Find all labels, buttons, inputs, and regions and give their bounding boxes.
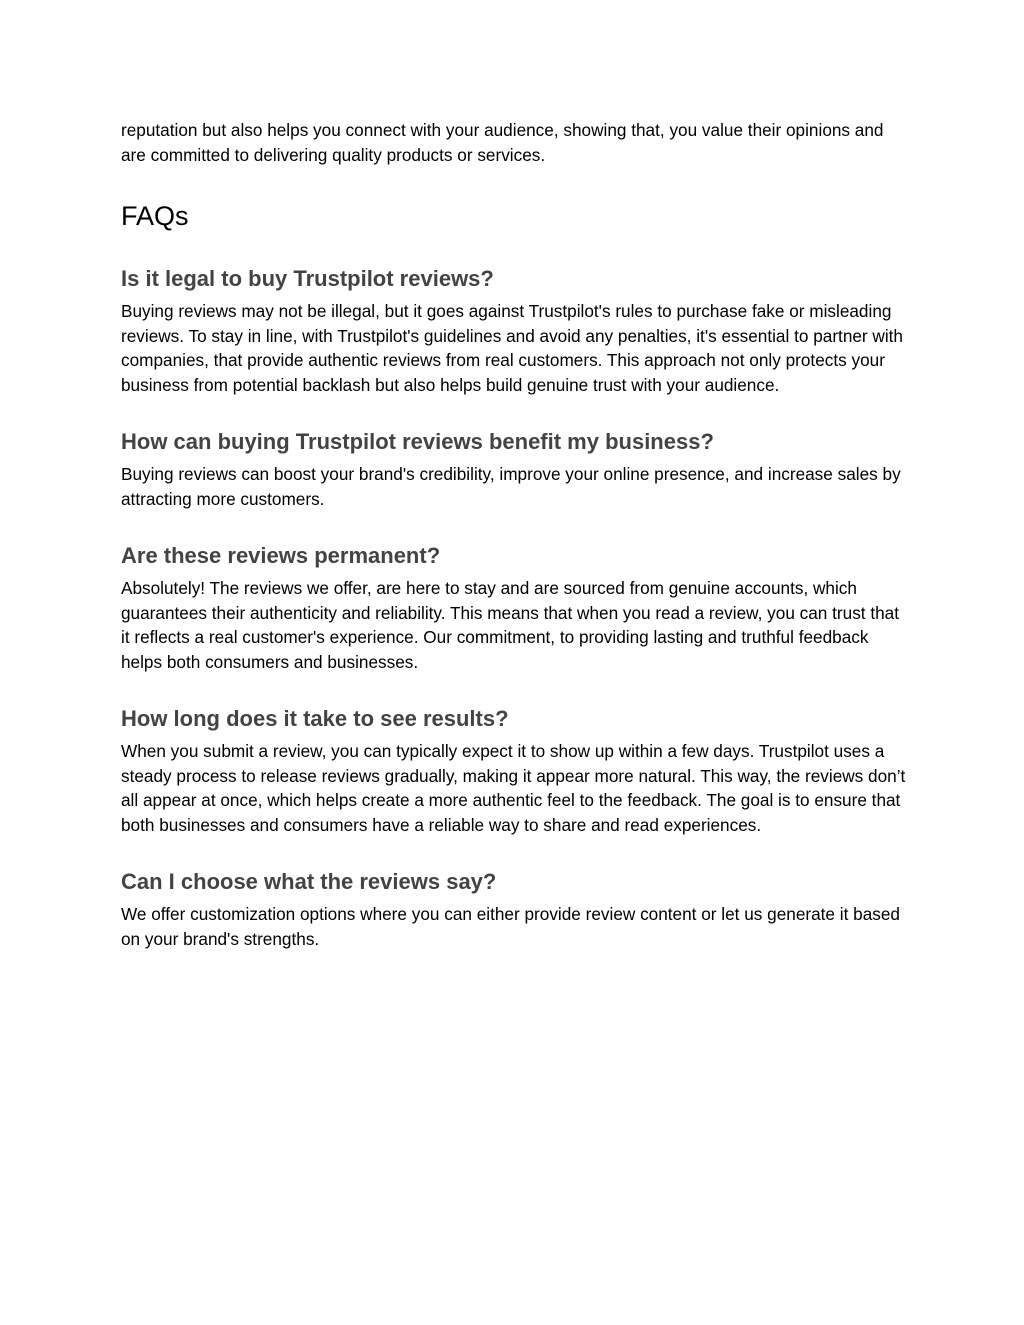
faq-item (121, 428, 911, 511)
faq-item (121, 265, 911, 397)
faq-heading: FAQs (121, 201, 189, 231)
faq-question: Are these reviews permanent? (121, 543, 441, 568)
faq-question: Is it legal to buy Trustpilot reviews? (121, 266, 494, 291)
faq-question: How can buying Trustpilot reviews benefit my business? (121, 429, 714, 454)
faq-answer: Buying reviews may not be illegal, but it goes against Trustpilot's rules to purchase fake or misleading reviews. To stay in line, with Trustpilot's guidelines and avoid any penalties, it's essential to partner with companies, that provide authentic reviews from real customers. This approach not only protects your business from potential backlash but also helps build genuine trust with your audience. (121, 301, 903, 395)
faq-item (121, 705, 911, 837)
faq-item (121, 542, 911, 674)
faq-question: How long does it take to see results? (121, 706, 509, 731)
faq-question: Can I choose what the reviews say? (121, 869, 497, 894)
faq-answer: We offer customization options where you can either provide review content or let us generate it based on your brand's strengths. (121, 904, 900, 949)
intro-paragraph: reputation but also helps you connect with your audience, showing that, you value their opinions and are committed to delivering quality products or services. (121, 120, 884, 165)
document-page (121, 118, 911, 951)
faq-answer: Buying reviews can boost your brand's credibility, improve your online presence, and increase sales by attracting more customers. (121, 464, 901, 509)
faq-item (121, 868, 911, 951)
faq-answer: When you submit a review, you can typically expect it to show up within a few days. Trustpilot uses a steady process to release reviews gradually, making it appear more natural. This way, the reviews don’t all appear at once, which helps create a more authentic feel to the feedback. The goal is to ensure that both businesses and consumers have a reliable way to share and read experiences. (121, 741, 906, 835)
faq-answer: Absolutely! The reviews we offer, are here to stay and are sourced from genuine accounts, which guarantees their authenticity and reliability. This means that when you read a review, you can trust that it reflects a real customer's experience. Our commitment, to providing lasting and truthful feedback helps both consumers and businesses. (121, 578, 900, 672)
